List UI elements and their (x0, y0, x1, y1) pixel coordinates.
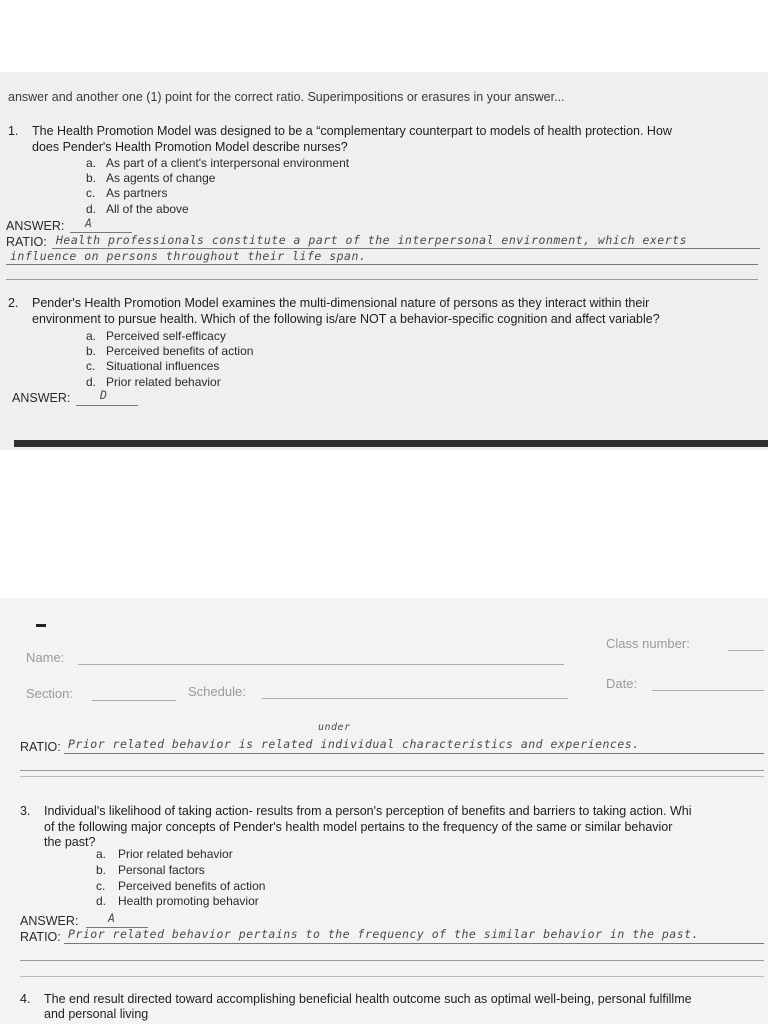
q3-ratio-underline-2 (20, 960, 764, 961)
q3-ratio-answer: Prior related behavior pertains to the frequency of the similar behavior in the past. (68, 927, 700, 941)
q1-ratio-line1: Health professionals constitute a part of the interpersonal environment, which exerts (56, 233, 688, 247)
q3-ratio-underline-3 (20, 976, 764, 977)
q1-ratio-line2: influence on persons throughout their life span. (10, 249, 367, 263)
schedule-label: Schedule: (188, 684, 246, 699)
worksheet-page-1 (0, 72, 768, 450)
ratio-answer: Prior related behavior is related individual characteristics and experiences. (68, 737, 640, 751)
instruction-text: answer and another one (1) point for the correct ratio. Superimpositions or erasures in your answer... (8, 90, 565, 104)
date-line (652, 690, 764, 691)
q3-text-line1: Individual's likelihood of taking action- results from a person's perception of benefits and barriers to taking action. Whi (44, 804, 692, 818)
name-line (78, 664, 564, 665)
q2-text-line2: environment to pursue health. Which of the following is/are NOT a behavior-specific cognition and affect variable? (32, 312, 660, 326)
ratio-insertion-note: under (318, 722, 351, 733)
q3-text-line2: of the following major concepts of Pender's health model pertains to the frequency of the same or similar behavior (44, 820, 673, 834)
q2-option-c: Situational influences (106, 359, 220, 373)
ratio-label: RATIO: (20, 740, 61, 754)
q1-text-line2: does Pender's Health Promotion Model describe nurses? (32, 140, 348, 154)
q2-answer-line (76, 405, 138, 406)
q3-answer-value: A (108, 911, 116, 925)
q1-answer-label: ANSWER: (6, 219, 65, 233)
q3-option-a-letter: a. (96, 847, 107, 861)
q2-option-d-letter: d. (86, 375, 97, 389)
q2-option-c-letter: c. (86, 359, 96, 373)
q3-number: 3. (20, 804, 31, 818)
q2-option-b-letter: b. (86, 344, 97, 358)
q3-option-c: Perceived benefits of action (118, 879, 266, 893)
corner-mark (36, 624, 46, 627)
q2-answer-value: D (100, 388, 108, 402)
q1-option-a-letter: a. (86, 156, 97, 170)
q1-answer-value: A (85, 216, 93, 230)
q3-ratio-label: RATIO: (20, 930, 61, 944)
worksheet-page-2 (0, 598, 768, 1024)
q1-ratio-underline-3 (6, 279, 758, 280)
q2-option-a-letter: a. (86, 329, 97, 343)
class-number-label: Class number: (606, 636, 690, 651)
name-label: Name: (26, 650, 65, 665)
page-divider-bar (14, 440, 768, 447)
q1-option-b-letter: b. (86, 171, 97, 185)
class-number-line (728, 650, 764, 651)
q1-number: 1. (8, 124, 19, 138)
q1-option-d: All of the above (106, 202, 189, 216)
q2-number: 2. (8, 296, 19, 310)
q1-ratio-label: RATIO: (6, 235, 47, 249)
q1-option-a: As part of a client's interpersonal environment (106, 156, 350, 170)
q3-option-d-letter: d. (96, 894, 107, 908)
q2-option-d: Prior related behavior (106, 375, 221, 389)
q4-text-line1: The end result directed toward accomplishing beneficial health outcome such as optimal well-being, personal fulfillme (44, 992, 692, 1006)
q1-text-line1: The Health Promotion Model was designed to be a “complementary counterpart to models of health protection. How (32, 124, 672, 138)
ratio-underline-2 (20, 770, 764, 771)
q1-option-c-letter: c. (86, 186, 96, 200)
q3-option-b-letter: b. (96, 863, 107, 877)
q3-option-c-letter: c. (96, 879, 106, 893)
q3-option-b: Personal factors (118, 863, 205, 877)
q2-answer-label: ANSWER: (12, 391, 71, 405)
q1-option-d-letter: d. (86, 202, 97, 216)
schedule-line (262, 698, 568, 699)
q1-ratio-underline-2 (6, 264, 758, 265)
q4-number: 4. (20, 992, 31, 1006)
q3-ratio-underline-1 (64, 943, 764, 944)
q3-option-a: Prior related behavior (118, 847, 233, 861)
q2-text-line1: Pender's Health Promotion Model examines the multi-dimensional nature of persons as they interact within their (32, 296, 650, 310)
ratio-underline-3 (20, 776, 764, 777)
q2-option-b: Perceived benefits of action (106, 344, 254, 358)
q3-text-line3: the past? (44, 835, 96, 849)
ratio-underline-1 (64, 753, 764, 754)
q3-answer-label: ANSWER: (20, 914, 79, 928)
date-label: Date: (606, 676, 638, 691)
q3-option-d: Health promoting behavior (118, 894, 259, 908)
q1-option-c: As partners (106, 186, 168, 200)
q4-text-line2: and personal living (44, 1007, 149, 1021)
section-line (92, 700, 176, 701)
section-label: Section: (26, 686, 73, 701)
q2-option-a: Perceived self-efficacy (106, 329, 226, 343)
q1-option-b: As agents of change (106, 171, 216, 185)
